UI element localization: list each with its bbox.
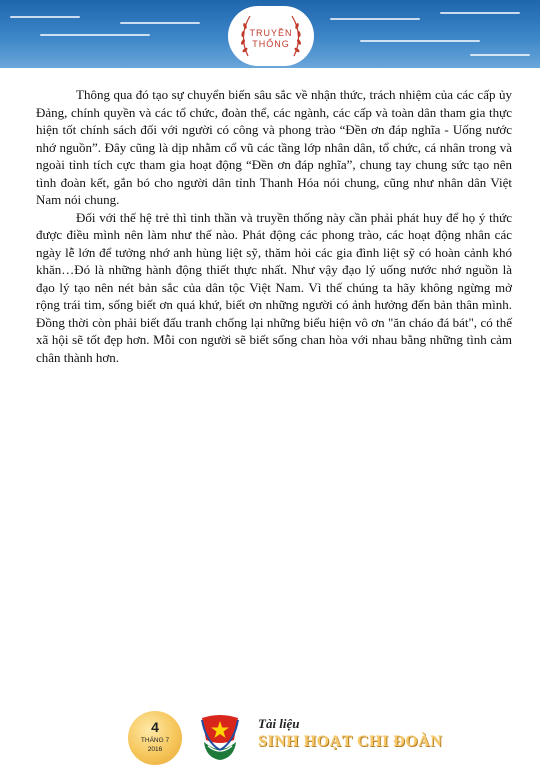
paragraph: Thông qua đó tạo sự chuyển biến sâu sắc về nhận thức, trách nhiệm của các cấp ủy Đảng, chính quyền và các tổ chức, đoàn thể, các ngành, các cấp và toàn dân tham gia thực hiện tốt chính sách đối với người có công và phong trào “Đền ơn đáp nghĩa - Uống nước nhớ nguồn”. Đây cũng là dịp nhằm cổ vũ các tầng lớp nhân dân, tổ chức, cá nhân trong và ngoài tỉnh tích cực tham gia hoạt động “Đền ơn đáp nghĩa”, chung tay chung sức tạo nên tình đoàn kết, gắn bó cho người dân tỉnh Thanh Hóa nói chung, cũng như nhân dân Việt Nam nói chung. [36, 87, 512, 207]
footer-title: SINH HOẠT CHI ĐOÀN [258, 733, 443, 750]
issue-badge [128, 711, 182, 765]
logo-title-line2: THỐNG [252, 39, 290, 49]
header-wave [470, 54, 530, 56]
article-body [36, 86, 512, 366]
header-wave [10, 16, 80, 18]
header-wave [360, 40, 480, 42]
header-wave [40, 34, 150, 36]
issue-month: THÁNG 7 [140, 737, 170, 744]
header-wave [120, 22, 200, 24]
footer-label: Tài liệu [258, 716, 300, 731]
youth-union-emblem-icon [198, 712, 242, 762]
header-band [0, 0, 540, 68]
logo-title-line1: TRUYỀN [249, 28, 293, 38]
header-wave [330, 18, 420, 20]
page-number: 4 [151, 719, 159, 735]
logo-badge [228, 6, 314, 66]
paragraph: Đối với thế hệ trẻ thì tinh thần và truyền thống này cần phải phát huy để họ ý thức được điều mình nên làm như thế nào. Phát động các phong trào, các hoạt động nhân các ngày lễ lớn để tưởng nhớ anh hùng liệt sỹ, thăm hỏi các gia đình liệt sỹ có hoàn cảnh khó khăn…Đó là những hành động thiết thực nhất. Như vậy đạo lý uống nước nhớ nguồn là đạo lý tạo nên nét bản sắc của dân tộc Việt Nam. Vì thế chúng ta hãy không ngừng mở rộng trái tim, sống biết ơn quá khứ, biết ơn những người có ảnh hưởng đến bản thân mình. Đồng thời còn phải biết đấu tranh chống lại những biểu hiện vô ơn "ăn cháo đá bát", có thế xã hội sẽ tốt đẹp hơn. Mỗi con người sẽ biết sống chan hòa với nhau bằng những tình cảm chân thành hơn. [36, 209, 512, 365]
issue-year: 2016 [147, 746, 163, 753]
header-wave [440, 12, 520, 14]
